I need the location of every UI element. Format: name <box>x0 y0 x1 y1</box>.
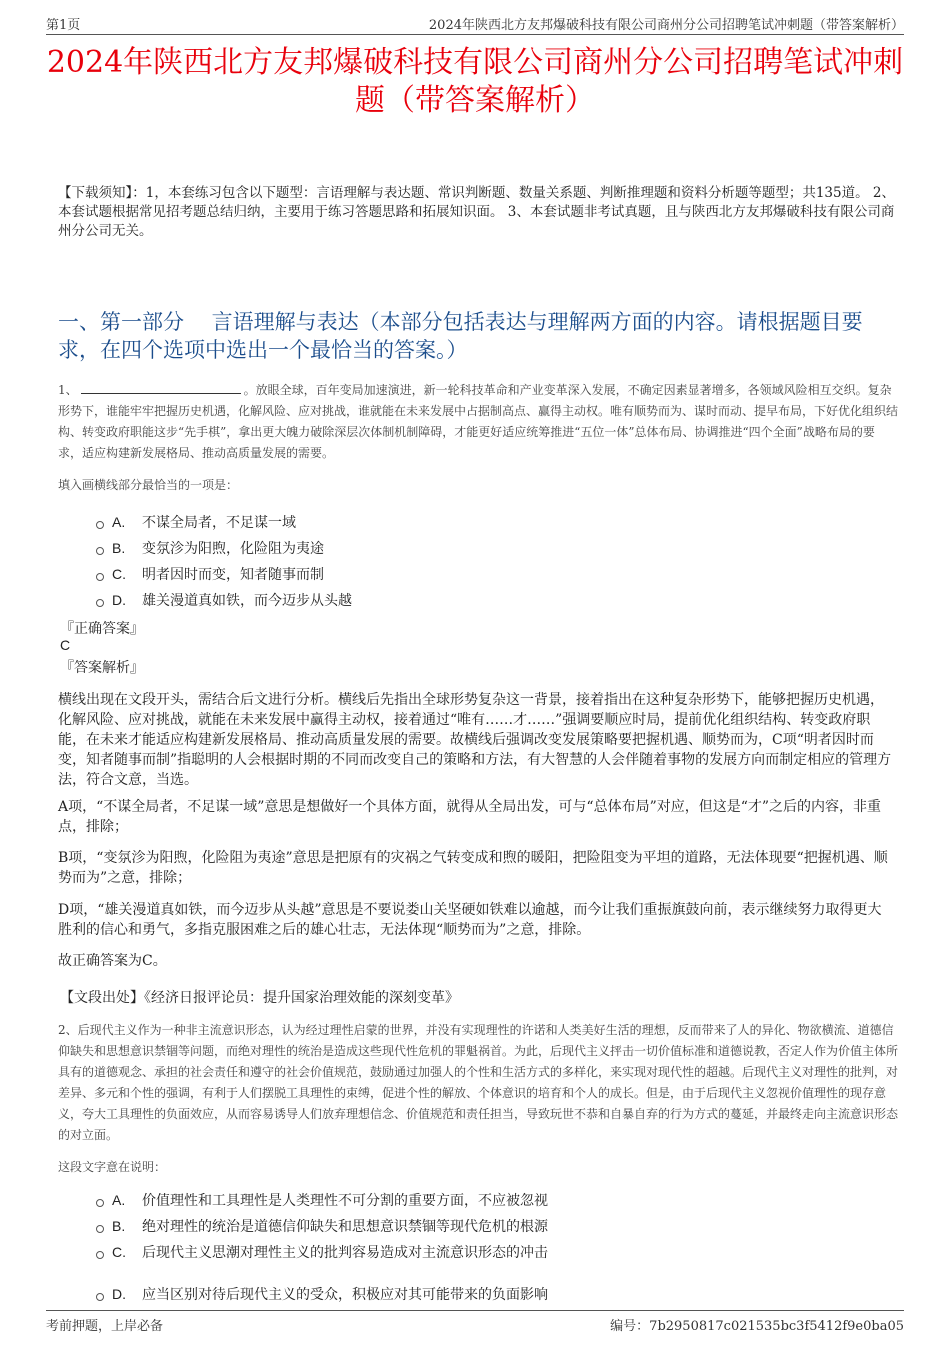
analysis-label: 『答案解析』 <box>60 660 144 676</box>
option-c[interactable] <box>96 1242 548 1262</box>
question-number: 1、 <box>58 383 78 397</box>
radio-icon[interactable] <box>96 521 104 529</box>
option-text: 变氛沴为阳煦，化险阻为夷途 <box>142 541 324 557</box>
analysis-paragraph: D项，“雄关漫道真如铁，而今迈步从头越”意思是不要说娄山关坚硬如铁难以逾越，而今让我们重振旗鼓向前，表示继续努力取得更大胜利的信心和勇气，多指克服困难之后的雄心壮志，无法体现“顺势而为”之意，排除。 <box>58 902 882 938</box>
option-text: 明者因时而变，知者随事而制 <box>142 567 324 583</box>
question-text: 。放眼全球，百年变局加速演进，新一轮科技革命和产业变革深入发展，不确定因素显著增多，各领域风险相互交织。复杂形势下，谁能牢牢把握历史机遇，化解风险、应对挑战，谁就能在未来发展中占据制高点、赢得主动权。唯有顺势而为、谋时而动、提早布局，下好优化组织结构、转变政府职能这步“先手棋”，拿出更大魄力破除深层次体制机制障碍，才能更好适应统筹推进“五位一体”总体布局、协调推进“四个全面”战略布局的要求，适应构建新发展格局、推动高质量发展的需要。 <box>58 383 899 460</box>
page-header <box>46 12 904 35</box>
analysis-paragraph: 故正确答案为C。 <box>58 953 167 969</box>
option-text: 应当区别对待后现代主义的受众，积极应对其可能带来的负面影响 <box>142 1287 548 1303</box>
question-1 <box>58 380 898 464</box>
option-letter: C. <box>112 1244 126 1260</box>
option-text: 价值理性和工具理性是人类理性不可分割的重要方面，不应被忽视 <box>142 1193 548 1209</box>
footer-id: 编号：7b2950817c021535bc3f5412f9e0ba05 <box>610 1319 904 1334</box>
question-prompt: 这段文字意在说明： <box>58 1160 167 1174</box>
analysis-paragraph: A项，“不谋全局者，不足谋一域”意思是想做好一个具体方面，就得从全局出发，可与“总体布局”对应，但这是“才”之后的内容，非重点，排除； <box>58 799 882 835</box>
option-c[interactable] <box>96 564 324 584</box>
question-prompt: 填入画横线部分最恰当的一项是： <box>58 478 239 492</box>
document-title: 2024年陕西北方友邦爆破科技有限公司商州分公司招聘笔试冲刺题（带答案解析） <box>46 45 904 118</box>
option-letter: B. <box>112 540 126 556</box>
option-letter: C. <box>112 566 126 582</box>
radio-icon[interactable] <box>96 573 104 581</box>
download-notice: 【下载须知】：1，本套练习包含以下题型：言语理解与表达题、常识判断题、数量关系题、判断推理题和资料分析题等题型；共135道。 2、本套试题根据常见招考题总结归纳，主要用于练习答题思路和拓展知识面。 3、本套试题非考试真题，且与陕西北方友邦爆破科技有限公司商州分公司无关。 <box>58 185 895 239</box>
radio-icon[interactable] <box>96 547 104 555</box>
option-a[interactable] <box>96 512 296 532</box>
option-text: 后现代主义思潮对理性主义的批判容易造成对主流意识形态的冲击 <box>142 1245 548 1261</box>
page-number: 第1页 <box>46 18 81 33</box>
option-text: 不谋全局者，不足谋一域 <box>142 515 296 531</box>
option-letter: A. <box>112 514 126 530</box>
option-a[interactable] <box>96 1190 548 1210</box>
radio-icon[interactable] <box>96 1251 104 1259</box>
section-heading: 一、第一部分 言语理解与表达（本部分包括表达与理解两方面的内容。请根据题目要求，在四个选项中选出一个最恰当的答案。） <box>58 310 863 362</box>
option-text: 绝对理性的统治是道德信仰缺失和思想意识禁锢等现代危机的根源 <box>142 1219 548 1235</box>
answer-value: C <box>60 637 71 653</box>
option-text: 雄关漫道真如铁，而今迈步从头越 <box>142 593 352 609</box>
radio-icon[interactable] <box>96 1199 104 1207</box>
passage-source: 【文段出处】《经济日报评论员：提升国家治理效能的深刻变革》 <box>60 990 459 1006</box>
option-letter: D. <box>112 1286 126 1302</box>
analysis-paragraph: B项，“变氛沴为阳煦，化险阻为夷途”意思是把原有的灾祸之气转变成和煦的暖阳，把险阻变为平坦的道路，无法体现要“把握机遇、顺势而为”之意，排除； <box>58 850 888 886</box>
page-footer <box>46 1310 904 1341</box>
option-d[interactable] <box>96 590 352 610</box>
footer-slogan: 考前押题，上岸必备 <box>46 1319 164 1334</box>
option-letter: B. <box>112 1218 126 1234</box>
option-letter: A. <box>112 1192 126 1208</box>
analysis-paragraph: 横线出现在文段开头，需结合后文进行分析。横线后先指出全球形势复杂这一背景，接着指出在这种复杂形势下，能够把握历史机遇，化解风险、应对挑战，就能在未来发展中赢得主动权，接着通过“唯有……才……”强调要顺应时局，提前优化组织结构、转变政府职能，在未来才能适应构建新发展格局、推动高质量发展的需要。故横线后强调改变发展策略要把握机遇、顺势而为，C项“明者因时而变，知者随事而制”指聪明的人会根据时期的不同而改变自己的策略和方法，有大智慧的人会伴随着事物的发展方向而制定相应的管理方法，符合文意，当选。 <box>58 692 892 788</box>
option-d[interactable] <box>96 1284 548 1304</box>
question-2: 2、后现代主义作为一种非主流意识形态，认为经过理性启蒙的世界，并没有实现理性的许诺和人类美好生活的理想，反而带来了人的异化、物欲横流、道德信仰缺失和思想意识禁锢等问题，而绝对理性的统治是造成这些现代性危机的罪魁祸首。为此，后现代主义抨击一切价值标准和道德说教，否定人作为价值主体所具有的道德观念、承担的社会责任和遵守的社会价值规范，鼓励通过加强人的个性和生活方式的多样化，来实现对现代性的超越。后现代主义对理性的批判，对差异、多元和个性的强调，有利于人们摆脱工具理性的束缚，促进个性的解放、个体意识的培育和个人的成长。但是，由于后现代主义忽视价值理性的现存意义，夸大工具理性的负面效应，从而容易诱导人们放弃理想信念、价值规范和责任担当，导致玩世不恭和自暴自弃的行为方式的蔓延，并最终走向主流意识形态的对立面。 <box>58 1023 899 1142</box>
answer-label: 『正确答案』 <box>60 621 144 637</box>
header-doc-title: 2024年陕西北方友邦爆破科技有限公司商州分公司招聘笔试冲刺题（带答案解析） <box>428 18 904 33</box>
radio-icon[interactable] <box>96 599 104 607</box>
radio-icon[interactable] <box>96 1225 104 1233</box>
option-letter: D. <box>112 592 126 608</box>
option-b[interactable] <box>96 1216 548 1236</box>
fill-blank <box>81 381 241 394</box>
option-b[interactable] <box>96 538 324 558</box>
radio-icon[interactable] <box>96 1293 104 1301</box>
